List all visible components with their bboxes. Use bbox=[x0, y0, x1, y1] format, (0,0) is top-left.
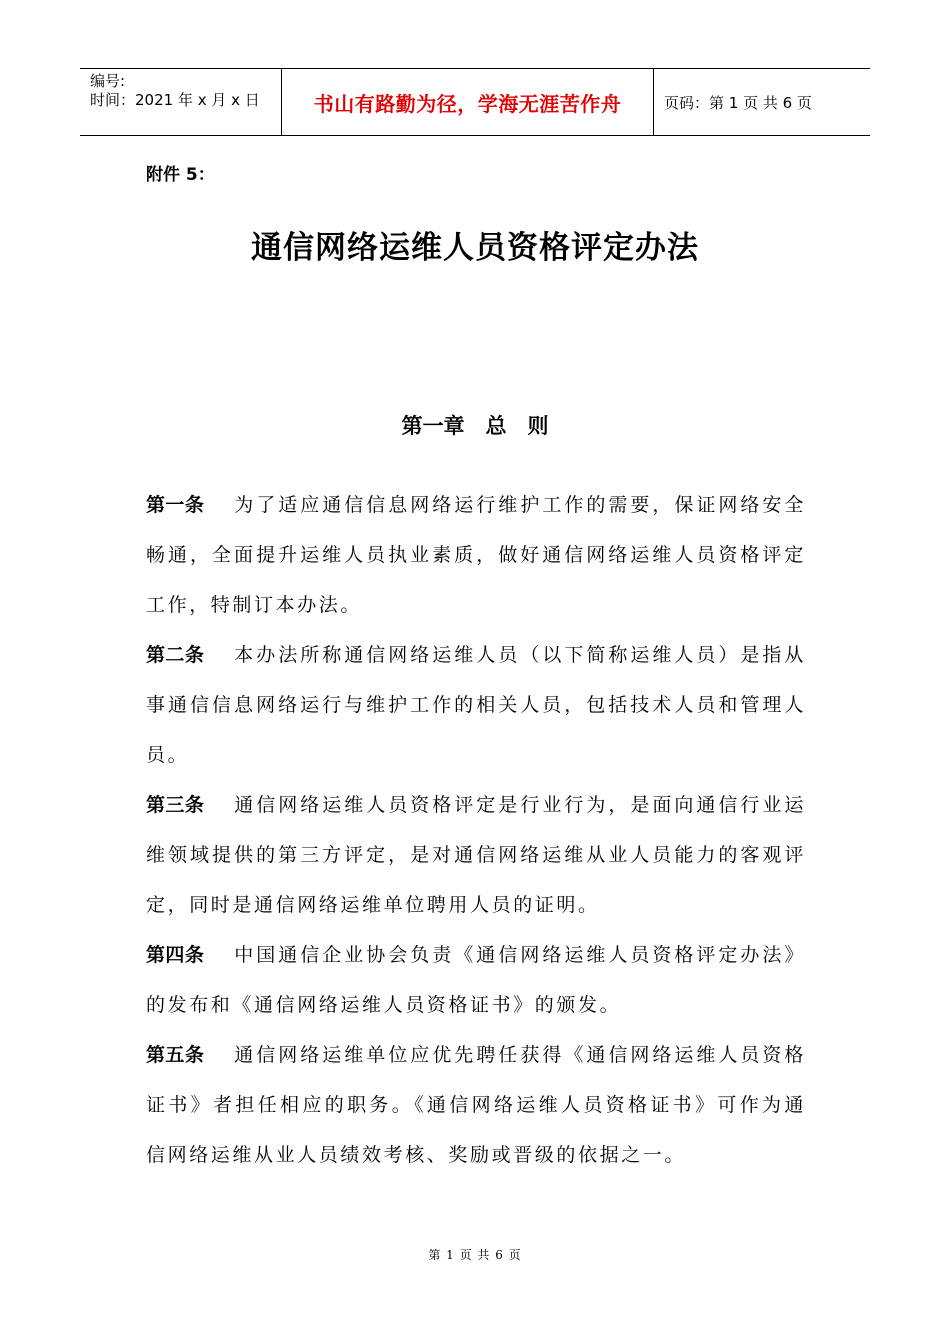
article-number: 第三条 bbox=[146, 794, 205, 816]
document-number-label: 编号: bbox=[90, 72, 126, 90]
article-text: 通信网络运维单位应优先聘任获得《通信网络运维人员资格证书》者担任相应的职务。《通信网络运维人员资格证书》可作为通信网络运维从业人员绩效考核、奖励或晋级的依据之一。 bbox=[146, 1044, 806, 1166]
article-number: 第一条 bbox=[146, 494, 205, 516]
header-page-info: 页码：第 1 页 共 6 页 bbox=[664, 93, 812, 112]
article-4 bbox=[146, 930, 806, 1030]
article-number: 第四条 bbox=[146, 944, 205, 966]
page-header bbox=[80, 68, 870, 136]
document-time-label: 时间：2021 年 x 月 x 日 bbox=[90, 91, 260, 109]
article-text: 为了适应通信信息网络运行维护工作的需要，保证网络安全畅通，全面提升运维人员执业素质，做好通信网络运维人员资格评定工作，特制订本办法。 bbox=[146, 494, 806, 616]
header-left-cell bbox=[80, 69, 282, 135]
article-2 bbox=[146, 630, 806, 780]
chapter-title: 第一章 总 则 bbox=[401, 414, 549, 438]
attachment-label: 附件 5： bbox=[146, 165, 215, 185]
article-text: 中国通信企业协会负责《通信网络运维人员资格评定办法》的发布和《通信网络运维人员资格证书》的颁发。 bbox=[146, 944, 806, 1016]
article-3 bbox=[146, 780, 806, 930]
header-motto: 书山有路勤为径，学海无涯苦作舟 bbox=[282, 69, 654, 135]
article-list bbox=[146, 480, 806, 1180]
article-1 bbox=[146, 480, 806, 630]
article-number: 第五条 bbox=[146, 1044, 205, 1066]
article-text: 本办法所称通信网络运维人员（以下简称运维人员）是指从事通信信息网络运行与维护工作的相关人员，包括技术人员和管理人员。 bbox=[146, 644, 806, 766]
article-text: 通信网络运维人员资格评定是行业行为，是面向通信行业运维领域提供的第三方评定，是对通信网络运维从业人员能力的客观评定，同时是通信网络运维单位聘用人员的证明。 bbox=[146, 794, 806, 916]
document-title: 通信网络运维人员资格评定办法 bbox=[251, 230, 699, 266]
article-5 bbox=[146, 1030, 806, 1180]
page-footer: 第 1 页 共 6 页 bbox=[428, 1248, 522, 1262]
article-number: 第二条 bbox=[146, 644, 205, 666]
